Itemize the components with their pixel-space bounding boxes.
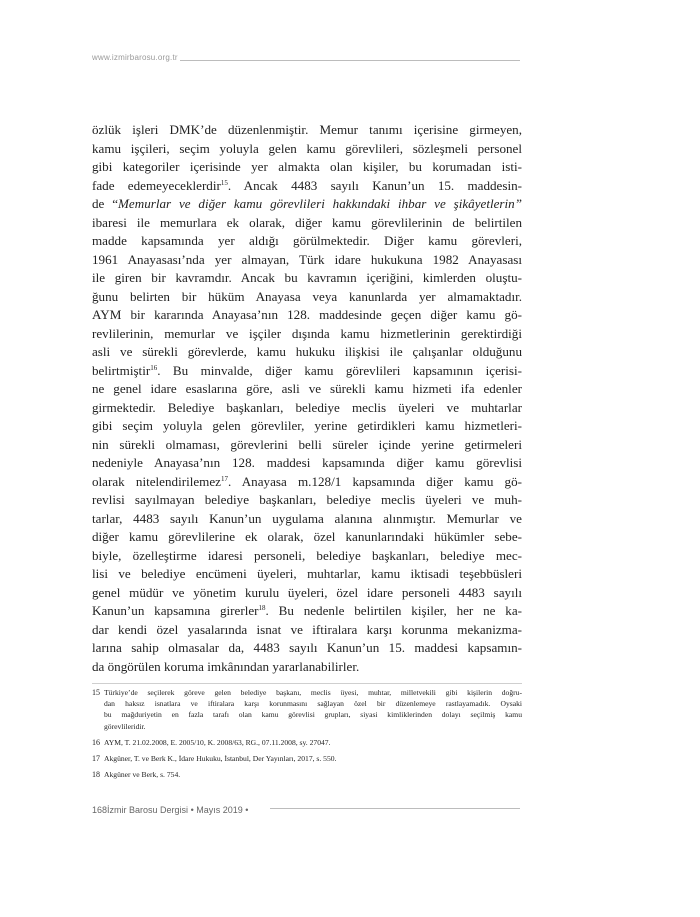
footnote-ref: 18 [258, 604, 266, 613]
body-line-text: AYM bir kararında Anayasa’nın 128. maddesinde geçen diğer kamu gö- [92, 307, 522, 323]
footer-rule [270, 808, 520, 809]
body-line [92, 399, 522, 418]
body-line-text: nin sürekli olmaması, görevlerini belli süreler içinde yerine getirmeleri [92, 436, 522, 452]
footnote [92, 769, 522, 780]
body-line [92, 362, 522, 381]
body-line-text: . Bu nedenle belirtilen kişiler, her ne ka- [265, 603, 522, 619]
footnote [92, 753, 522, 764]
body-line [92, 454, 522, 473]
body-line-text: asli ve sürekli görevlerde, kamu hukuku ilişkisi ile çalışanlar olduğunu [92, 344, 522, 360]
body-line-text: dar kendi özel yasalarında isnat ve iftiralara karşı korunma mekanizma- [92, 621, 522, 637]
header-rule [180, 60, 520, 61]
body-line-text: . Ancak 4483 sayılı Kanun’un 15. maddesin- [227, 177, 522, 193]
body-line [92, 639, 522, 658]
body-line [92, 602, 522, 621]
footnote-number: 17 [92, 754, 100, 764]
footnote-text [104, 769, 522, 780]
body-line-text: 1961 Anayasası’nda yer almayan, Türk idare hukukuna 1982 Anayasası [92, 251, 522, 267]
footnote [92, 737, 522, 748]
footnote-line: AYM, T. 21.02.2008, E. 2005/10, K. 2008/63, RG., 07.11.2008, sy. 27047. [104, 737, 331, 747]
body-line [92, 621, 522, 640]
body-line-text: biyle, özelleştirme idaresi personeli, belediye başkanları, belediye mec- [92, 547, 522, 563]
body-line-text: tarlar, 4483 sayılı Kanun’un uygulama alanına alınmıştır. Memurlar ve [92, 510, 522, 526]
body-line [92, 306, 522, 325]
body-line [92, 417, 522, 436]
body-line [92, 491, 522, 510]
body-line [92, 584, 522, 603]
footnote-ref: 17 [220, 474, 228, 483]
body-line-text: ğunu belirten bir hüküm Anayasa veya kanunlarda yer almamaktadır. [92, 288, 522, 304]
footnote-line: dan haksız isnatlara ve iftiralara karşı korunmasını sağlayan özel bir düzenlemeye rastlayamadık. Oysaki [104, 699, 522, 709]
body-line [92, 158, 522, 177]
footnote-text [104, 737, 522, 748]
body-line-italic: Memurlar ve diğer kamu görevlileri hakkındaki ihbar ve şikâyetlerin” [118, 196, 522, 212]
page-number: 168 [92, 805, 108, 815]
body-line-text: belirtmiştir [92, 362, 151, 378]
body-line [92, 473, 522, 492]
footnote-separator [92, 683, 522, 684]
body-line-text: kamu işçileri, seçim yoluyla gelen kamu görevlileri, sözleşmeli personel [92, 140, 522, 156]
body-line [92, 565, 522, 584]
footnote-text [104, 687, 522, 732]
body-line-text: ne genel idare esaslarına göre, asli ve sürekli kamu hizmeti ifa edenler [92, 381, 522, 397]
body-line-text: revlisi sayılmayan belediye başkanları, belediye meclis üyeleri ve muh- [92, 492, 522, 508]
footnote-line: görevlileridir. [104, 721, 146, 731]
body-line [92, 436, 522, 455]
footnote-number: 15 [92, 688, 100, 697]
footnote-ref: 15 [220, 178, 228, 187]
body-line [92, 251, 522, 270]
body-line [92, 140, 522, 159]
footnote-text [104, 753, 522, 764]
page-footer [92, 805, 248, 815]
body-line-text: Kanun’un kapsamına girerler [92, 603, 259, 619]
body-line [92, 121, 522, 140]
journal-name: İzmir Barosu Dergisi [107, 805, 189, 815]
body-line-text: de “ [92, 196, 119, 212]
footnote-line: Akgüner, T. ve Berk K., İdare Hukuku, İstanbul, Der Yayınları, 2017, s. 550. [104, 754, 337, 764]
body-line-text: larına sahip olmasalar da, 4483 sayılı Kanun’un 15. maddesi kapsamın- [92, 640, 522, 656]
body-line [92, 658, 522, 677]
footer-separator-2: • [245, 805, 249, 815]
body-line [92, 380, 522, 399]
body-line-text: madde kapsamında yer aldığı görülmektedir. Diğer kamu görevleri, [92, 233, 522, 249]
body-line [92, 288, 522, 307]
body-line [92, 343, 522, 362]
body-line-text: . Anayasa m.128/1 kapsamında diğer kamu gö- [227, 473, 523, 489]
body-line-text: genel müdür ve yönetim kurulu üyeleri, özel idare personeli 4483 sayılı [92, 584, 522, 600]
body-line-text: özlük işleri DMK’de düzenlenmiştir. Memur tanımı içerisine girmeyen, [92, 122, 522, 137]
body-line-text: ile giren bir kavramdır. Ancak bu kavramın içeriğini, kimlerden oluştu- [92, 270, 522, 286]
footnotes [92, 687, 522, 785]
body-line-text: revlilerinin, memurlar ve işçiler dışında kamu hizmetlerinin gerektirdiği [92, 325, 522, 341]
footer-separator: • [190, 805, 194, 815]
body-line-text: gibi kategoriler içerisinde yer almakta olan kişiler, bu korumadan isti- [92, 159, 522, 175]
body-line [92, 325, 522, 344]
footnote-ref: 16 [150, 363, 158, 372]
footnote-number: 16 [92, 737, 100, 747]
body-line [92, 510, 522, 529]
body-text [92, 121, 522, 676]
body-line-text: gibi seçim yoluyla gelen görevliler, yerine getirdikleri kamu hizmetleri- [92, 418, 522, 434]
issue-date: Mayıs 2019 [196, 805, 243, 815]
body-line-text: girmektedir. Belediye başkanları, belediye meclis üyeleri ve muhtarlar [92, 399, 522, 415]
header-url: www.izmirbarosu.org.tr [92, 53, 178, 62]
body-line [92, 177, 522, 196]
body-line-text: nedeniyle Anayasa’nın 128. maddesi kapsamında diğer kamu görevlisi [92, 455, 522, 471]
body-line-text: . Bu minvalde, diğer kamu görevlileri kapsamının içerisi- [157, 362, 522, 378]
body-line [92, 232, 522, 251]
footnote-number: 18 [92, 770, 100, 780]
body-line-text: da öngörülen koruma imkânından yararlanabilirler. [92, 658, 360, 674]
body-line-text: olarak nitelendirilemez [92, 473, 221, 489]
body-line [92, 547, 522, 566]
body-line-text: lisi ve belediye encümeni üyeleri, muhtarlar, kamu iktisadi teşebbüsleri [92, 566, 522, 582]
footnote-line: Akgüner ve Berk, s. 754. [104, 770, 181, 780]
body-line-text: fade edemeyeceklerdir [92, 177, 221, 193]
body-line-text: ibaresi ile memurlara ek olarak, diğer kamu görevlilerinin de belirtilen [92, 214, 522, 230]
footnote-line: Türkiye’de seçilerek göreve gelen belediye başkanı, meclis üyesi, muhtar, milletvekili gibi kişilerin doğru- [104, 688, 522, 697]
body-line-text: diğer kamu görevlilerine ek olarak, özel kanunlarındaki hükümler sebe- [92, 529, 522, 545]
body-line [92, 528, 522, 547]
body-line [92, 195, 522, 214]
footnote-line: bu mağduriyetin en fazla tarafı olan kamu görevlisi grupları, siyasi kimliklerinden dolayı seçilmiş kamu [104, 710, 522, 720]
body-line [92, 269, 522, 288]
body-line [92, 214, 522, 233]
footnote [92, 687, 522, 732]
